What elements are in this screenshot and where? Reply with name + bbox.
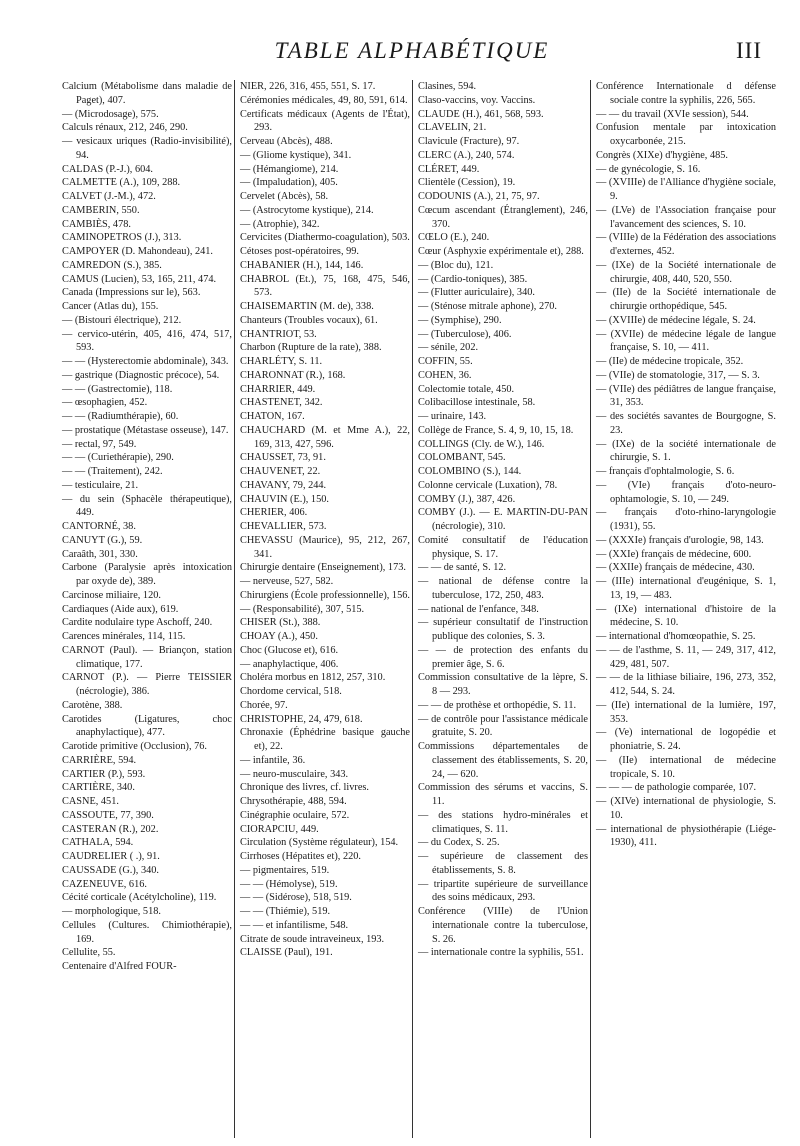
index-entry: COLLINGS (Cly. de W.), 146. [418, 438, 545, 450]
index-entry: Conférence Internationale d défense sociale contre la syphilis, 226, 565. [596, 81, 776, 106]
index-entry: Clasines, 594. [418, 81, 477, 92]
page-title: TABLE ALPHABÉTIQUE [274, 38, 550, 63]
index-entry: CARRIÈRE, 594. [62, 754, 137, 766]
index-entry: Carotène, 388. [62, 699, 123, 711]
index-entry: CASSOUTE, 77, 390. [62, 809, 154, 821]
index-entry: CANUYT (G.), 59. [62, 534, 143, 546]
index-entry: — supérieure de classement des établissements, S. 8. [418, 851, 588, 876]
index-entry: — (VIIe) des pédiâtres de langue française, 31, 353. [596, 383, 776, 409]
index-column-4 [596, 80, 776, 850]
page-number: III [736, 38, 762, 63]
index-entry: Chanteurs (Troubles vocaux), 61. [240, 314, 378, 326]
index-entry: COHEN, 36. [418, 369, 472, 381]
index-entry: CODOUNIS (A.), 21, 75, 97. [418, 191, 540, 202]
index-entry: — — de prothèse et orthopédie, S. 11. [418, 699, 577, 711]
index-entry: — des sociétés savantes de Bourgogne, S. 23. [596, 411, 776, 436]
index-entry: Calculs rénaux, 212, 246, 290. [62, 122, 188, 134]
index-entry: Chirurgiens (École professionnelle), 156. [240, 589, 410, 601]
index-entry: — urinaire, 143. [418, 411, 487, 422]
index-entry: Colectomie totale, 450. [418, 383, 515, 395]
index-entry: Clientèle (Cession), 19. [418, 177, 516, 189]
index-entry: CARNOT (Paul). — Briançon, station climatique, 177. [62, 644, 232, 670]
index-entry: — international d'homœopathie, S. 25. [596, 631, 756, 642]
index-entry: — gastrique (Diagnostic précoce), 54. [62, 369, 220, 381]
index-entry: CHAUCHARD (M. et Mme A.), 22, 169, 313, 427, 596. [240, 424, 410, 450]
index-entry: Carotides (Ligatures, choc anaphylactique), 477. [62, 713, 232, 739]
index-entry: — (Ve) international de logopédie et phoniatrie, S. 24. [596, 727, 776, 752]
index-entry: Cérémonies médicales, 49, 80, 591, 614. [240, 94, 408, 106]
index-entry: CALVET (J.-M.), 472. [62, 191, 156, 202]
index-entry: — (Tuberculose), 406. [418, 328, 512, 340]
index-entry: CAUDRELIER ( .), 91. [62, 851, 160, 862]
index-entry: CAUSSADE (G.), 340. [62, 864, 159, 876]
index-entry: Carbone (Paralysie après intoxication par oxyde de), 389. [62, 562, 232, 587]
index-entry: — (XVIIIe) de médecine légale, S. 24. [596, 314, 756, 326]
index-entry: — pigmentaires, 519. [240, 864, 330, 876]
index-entry: — testiculaire, 21. [62, 479, 139, 491]
index-entry: CHATON, 167. [240, 411, 305, 422]
index-entry: — (Astrocytome kystique), 214. [240, 204, 374, 216]
index-entry: — du sein (Sphacèle thérapeutique), 449. [62, 493, 232, 519]
index-entry: — tripartite supérieure de surveillance des soins médicaux, 293. [418, 878, 588, 904]
index-entry: CHABROL (Et.), 75, 168, 475, 546, 573. [240, 273, 410, 299]
index-entry: — — (Radiumthérapie), 60. [62, 411, 179, 422]
index-entry: Cœur (Asphyxie expérimentale et), 288. [418, 246, 584, 257]
index-entry: Conférence (VIIIe) de l'Union internationale contre la tuberculose, S. 26. [418, 906, 588, 945]
index-entry: CAZENEUVE, 616. [62, 878, 147, 890]
index-entry: — (Impaludation), 405. [240, 177, 338, 189]
index-entry: Cellulite, 55. [62, 947, 116, 959]
index-entry: — (Flutter auriculaire), 340. [418, 287, 535, 299]
index-entry: CHASTENET, 342. [240, 397, 323, 409]
index-entry: — du Codex, S. 25. [418, 837, 500, 849]
index-entry: Carotide primitive (Occlusion), 76. [62, 741, 207, 752]
index-entry: — (VIIe) de stomatologie, 317, — S. 3. [596, 369, 760, 381]
index-entry: — neuro-musculaire, 343. [240, 768, 349, 780]
index-entry: CHAUVENET, 22. [240, 466, 321, 477]
index-entry: Colibacillose intestinale, 58. [418, 397, 536, 409]
index-entry: — (IIe) international de médecine tropicale, S. 10. [596, 754, 776, 780]
index-entry: — — (Hémolyse), 519. [240, 878, 338, 890]
index-entry: — (XXIe) français de médecine, 600. [596, 548, 752, 560]
index-entry: CIORAPCIU, 449. [240, 823, 319, 835]
index-entry: — prostatique (Métastase osseuse), 147. [62, 424, 229, 436]
index-entry: CHAUSSET, 73, 91. [240, 452, 326, 464]
index-entry: CAMBIÈS, 478. [62, 218, 131, 230]
index-entry: CHEVASSU (Maurice), 95, 212, 267, 341. [240, 534, 410, 560]
index-entry: — (IIIe) international d'eugénique, S. 1, 13, 19, — 483. [596, 576, 776, 601]
index-entry: — (Responsabilité), 307, 515. [240, 603, 365, 615]
index-entry: Citrate de soude intraveineux, 193. [240, 933, 385, 945]
index-entry: CLAUDE (H.), 461, 568, 593. [418, 108, 544, 120]
index-entry: Canada (Impressions sur le), 563. [62, 287, 201, 299]
index-entry: — (IIe) de la Société internationale de chirurgie orthopédique, 545. [596, 287, 776, 312]
index-entry: COLOMBANT, 545. [418, 452, 506, 464]
index-entry: — (Microdosage), 575. [62, 108, 159, 120]
index-entry: Congrès (XIXe) d'hygiène, 485. [596, 149, 728, 161]
index-entry: — — de la lithiase biliaire, 196, 273, 352, 412, 544, S. 24. [596, 672, 776, 697]
index-entry: — — et infantilisme, 548. [240, 919, 349, 931]
index-entry: — (Symphise), 290. [418, 314, 502, 326]
index-entry: — (VIIIe) de la Fédération des associations d'externes, 452. [596, 232, 776, 257]
index-entry: Carcinose miliaire, 120. [62, 589, 161, 601]
index-entry: — (Sténose mitrale aphone), 270. [418, 301, 557, 312]
index-entry: — — (Curiethérapie), 290. [62, 452, 174, 464]
index-entry: Cardiaques (Aide aux), 619. [62, 603, 179, 615]
index-entry: Chordome cervical, 518. [240, 686, 342, 697]
index-entry: — (XXXIe) français d'urologie, 98, 143. [596, 534, 764, 546]
index-entry: — (LVe) de l'Association française pour l'avancement des sciences, S. 10. [596, 204, 776, 230]
index-entry: — — — de pathologie comparée, 107. [596, 782, 757, 794]
index-entry: — — de protection des enfants du premier âge, S. 6. [418, 644, 588, 670]
index-entry: CHARRIER, 449. [240, 383, 316, 395]
index-entry: Choléra morbus en 1812, 257, 310. [240, 672, 386, 684]
index-entry: Commission consultative de la lèpre, S. 8 — 293. [418, 672, 588, 697]
index-entry: COMBY (J.). — E. MARTIN-DU-PAN (nécrologie), 310. [418, 507, 588, 532]
index-entry: CHANTRIOT, 53. [240, 328, 317, 340]
index-entry: Cerveau (Abcès), 488. [240, 136, 333, 147]
index-entry: CHISER (St.), 388. [240, 617, 321, 629]
column-divider [590, 80, 591, 1138]
index-entry: CHARONNAT (R.), 168. [240, 369, 346, 381]
index-entry: — rectal, 97, 549. [62, 438, 137, 450]
index-entry: — — (Sidérose), 518, 519. [240, 892, 352, 904]
index-entry: — — (Hysterectomie abdominale), 343. [62, 356, 229, 367]
index-entry: Charbon (Rupture de la rate), 388. [240, 342, 382, 354]
index-entry: — cervico-utérin, 405, 416, 474, 517, 593. [62, 328, 232, 354]
index-entry: CHAVANY, 79, 244. [240, 479, 327, 491]
index-entry: — infantile, 36. [240, 754, 306, 766]
index-entry: Collège de France, S. 4, 9, 10, 15, 18. [418, 424, 574, 436]
index-entry: — — (Gastrectomie), 118. [62, 383, 173, 395]
index-entry: — (IXe) de la Société internationale de chirurgie, 408, 440, 520, 550. [596, 259, 776, 285]
index-entry: Commissions départementales de classement des établissements, S. 20, 24, — 620. [418, 741, 588, 780]
index-entry: Chirurgie dentaire (Enseignement), 173. [240, 562, 406, 574]
index-entry: — de gynécologie, S. 16. [596, 163, 701, 175]
index-entry: CARNOT (P.). — Pierre TEISSIER (nécrologie), 386. [62, 672, 232, 697]
index-entry: — français d'ophtalmologie, S. 6. [596, 466, 735, 477]
index-entry: CHOAY (A.), 450. [240, 631, 318, 642]
index-entry: CLAISSE (Paul), 191. [240, 947, 333, 959]
index-entry: CHARLÉTY, S. 11. [240, 356, 323, 367]
index-column-1 [62, 80, 232, 974]
index-entry: CHABANIER (H.), 144, 146. [240, 259, 364, 271]
index-column-2 [240, 80, 410, 960]
index-entry: Cétoses post-opératoires, 99. [240, 246, 359, 257]
index-entry: CALMETTE (A.), 109, 288. [62, 177, 181, 189]
index-entry: — (Atrophie), 342. [240, 218, 320, 230]
index-entry: CLERC (A.), 240, 574. [418, 149, 515, 161]
index-entry: — (Hémangiome), 214. [240, 163, 339, 175]
index-entry: — anaphylactique, 406. [240, 658, 339, 670]
index-entry: Cinégraphie oculaire, 572. [240, 809, 350, 821]
index-entry: — français d'oto-rhino-laryngologie (1931), 55. [596, 507, 776, 532]
index-entry: Certificats médicaux (Agents de l'État), 293. [240, 108, 410, 134]
index-entry: CLÉRET, 449. [418, 163, 480, 175]
index-entry: Cardite nodulaire type Aschoff, 240. [62, 617, 213, 629]
index-entry: Claso-vaccins, voy. Vaccins. [418, 94, 536, 106]
index-entry: CANTORNÉ, 38. [62, 521, 136, 532]
index-entry: — de contrôle pour l'assistance médicale gratuite, S. 20. [418, 713, 588, 739]
index-columns [62, 80, 778, 1140]
index-entry: — (IXe) international d'histoire de la médecine, S. 10. [596, 603, 776, 629]
index-entry: — (Gliome kystique), 341. [240, 149, 352, 161]
index-entry: CLAVELIN, 21. [418, 122, 487, 134]
index-entry: CHEVALLIER, 573. [240, 521, 327, 532]
index-entry: — — de l'asthme, S. 11, — 249, 317, 412, 429, 481, 507. [596, 644, 776, 670]
index-entry: — (Cardio-toniques), 385. [418, 273, 528, 285]
index-entry: COMBY (J.), 387, 426. [418, 493, 516, 505]
index-entry: CASTERAN (R.), 202. [62, 823, 159, 835]
index-entry: Chrysothérapie, 488, 594. [240, 796, 347, 807]
index-entry: CHAUVIN (E.), 150. [240, 493, 329, 505]
index-entry: Commission des sérums et vaccins, S. 11. [418, 782, 588, 807]
index-entry: Cœcum ascendant (Étranglement), 246, 370. [418, 204, 588, 230]
index-entry: — morphologique, 518. [62, 906, 161, 917]
index-entry: — (VIe) français d'oto-neuro-ophtamologie, S. 10, — 249. [596, 479, 776, 505]
index-entry: — supérieur consultatif de l'instruction publique des colonies, S. 3. [418, 617, 588, 642]
index-entry: COLOMBINO (S.), 144. [418, 466, 522, 477]
index-entry: CAMPOYER (D. Mahondeau), 241. [62, 246, 214, 257]
index-entry: Centenaire d'Alfred FOUR- [62, 961, 177, 972]
index-entry: CARTIÈRE, 340. [62, 782, 135, 794]
index-entry: — vesicaux uriques (Radio-invisibilité), 94. [62, 136, 232, 161]
index-entry: — nerveuse, 527, 582. [240, 576, 334, 587]
index-entry: Carences minérales, 114, 115. [62, 631, 186, 642]
index-entry: — (XIVe) international de physiologie, S. 10. [596, 796, 776, 821]
column-divider [412, 80, 413, 1138]
index-entry: Cervelet (Abcès), 58. [240, 191, 329, 202]
index-entry: — — (Traitement), 242. [62, 466, 163, 477]
index-entry: CAMUS (Lucien), 53, 165, 211, 474. [62, 273, 217, 285]
index-entry: CATHALA, 594. [62, 837, 134, 849]
index-entry: — — (Thiémie), 519. [240, 906, 331, 917]
index-entry: CAMINOPETROS (J.), 313. [62, 232, 182, 244]
index-entry: — (XVIIIe) de l'Alliance d'hygiène sociale, 9. [596, 177, 776, 202]
index-entry: — national de l'enfance, 348. [418, 603, 539, 615]
index-entry: Choc (Glucose et), 616. [240, 644, 339, 656]
page-header [62, 38, 762, 72]
index-entry: Cécité corticale (Acétylcholine), 119. [62, 892, 217, 904]
index-entry: Caraâth, 301, 330. [62, 548, 138, 560]
index-entry: — (XXIIe) français de médecine, 430. [596, 562, 755, 574]
index-entry: CŒLO (E.), 240. [418, 232, 490, 244]
index-entry: — — de santé, S. 12. [418, 562, 507, 574]
index-entry: — internationale contre la syphilis, 551. [418, 947, 584, 959]
index-entry: Chronaxie (Éphédrine basique gauche et), 22. [240, 727, 410, 752]
index-entry: Chorée, 97. [240, 699, 288, 711]
index-entry: CARTIER (P.), 593. [62, 768, 146, 780]
index-entry: Cancer (Atlas du), 155. [62, 301, 159, 312]
index-entry: Circulation (Système régulateur), 154. [240, 837, 399, 849]
index-entry: — (Bistouri électrique), 212. [62, 314, 182, 326]
index-entry: CAMREDON (S.), 385. [62, 259, 162, 271]
index-entry: Cervicites (Diathermo-coagulation), 503. [240, 232, 410, 244]
index-entry: — des stations hydro-minérales et climatiques, S. 11. [418, 809, 588, 835]
index-entry: Cirrhoses (Hépatites et), 220. [240, 851, 361, 862]
index-entry: Calcium (Métabolisme dans maladie de Paget), 407. [62, 81, 232, 106]
index-entry: Colonne cervicale (Luxation), 78. [418, 479, 558, 491]
index-entry: — — du travail (XVIe session), 544. [596, 108, 749, 120]
index-column-3 [418, 80, 588, 960]
index-entry: Cellules (Cultures. Chimiothérapie), 169. [62, 919, 232, 945]
index-entry: CASNE, 451. [62, 796, 119, 807]
index-entry: CHERIER, 406. [240, 507, 308, 519]
index-entry: — (IXe) de la société internationale de chirurgie, S. 1. [596, 438, 776, 464]
index-entry: CALDAS (P.-J.), 604. [62, 163, 153, 175]
index-entry: Clavicule (Fracture), 97. [418, 136, 520, 147]
index-entry: — (IIe) international de la lumière, 197, 353. [596, 699, 776, 725]
index-entry: NIER, 226, 316, 455, 551, S. 17. [240, 81, 376, 92]
index-entry: Comité consultatif de l'éducation physique, S. 17. [418, 534, 588, 560]
index-entry: CHAISEMARTIN (M. de), 338. [240, 301, 374, 312]
index-entry: CHRISTOPHE, 24, 479, 618. [240, 713, 363, 725]
index-entry: — national de défense contre la tuberculose, 172, 250, 483. [418, 576, 588, 601]
index-entry: — (IIe) de médecine tropicale, 352. [596, 356, 744, 367]
index-entry: Confusion mentale par intoxication oxycarbonée, 215. [596, 122, 776, 147]
index-entry: — sénile, 202. [418, 342, 479, 354]
column-divider [234, 80, 235, 1138]
index-entry: — (Bloc du), 121. [418, 259, 494, 271]
index-entry: Chronique des livres, cf. livres. [240, 782, 369, 794]
index-entry: — œsophagien, 452. [62, 397, 148, 409]
index-entry: COFFIN, 55. [418, 356, 473, 367]
index-entry: — (XVIIe) de médecine légale de langue française, S. 10, — 411. [596, 328, 776, 354]
index-entry: CAMBERIN, 550. [62, 204, 140, 216]
index-entry: — international de physiothérapie (Liége-1930), 411. [596, 823, 776, 849]
